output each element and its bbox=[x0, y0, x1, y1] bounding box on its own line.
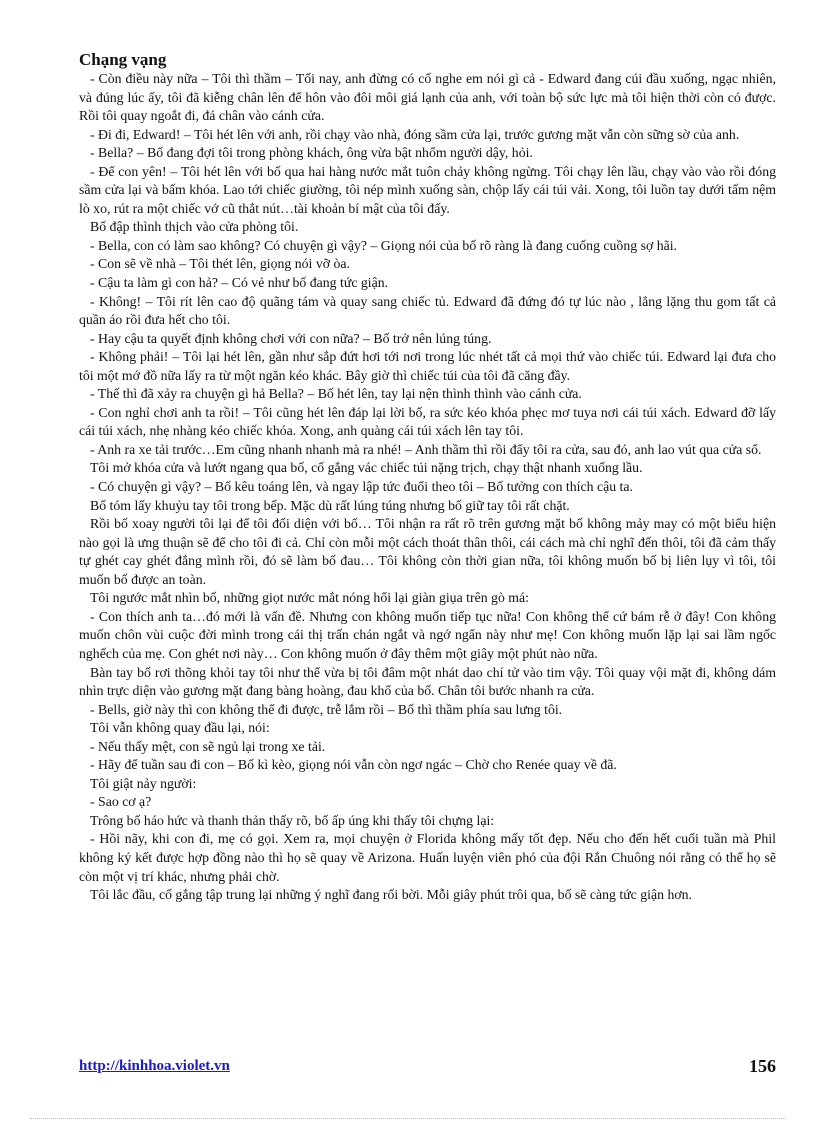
paragraph: - Để con yên! – Tôi hét lên với bố qua hai hàng nước mắt tuôn chảy không ngừng. Tôi chạy lên lầu, chạy vào vào rồi đóng sầm cửa lại và bấm khóa. Lao tới chiếc giường, tôi nép mình xuống sàn, chộp lấy cái túi vải. Xong, tôi luồn tay dưới tấm nệm lò xo, rút ra một chiếc vớ cũ thắt nút…tài khoản bí mật của tôi đấy. bbox=[79, 163, 776, 216]
paragraph: - Bella, con có làm sao không? Có chuyện gì vậy? – Giọng nói của bố rõ ràng là đang cuống cuồng sợ hãi. bbox=[90, 237, 678, 253]
paragraph: Tôi lắc đầu, cố gắng tập trung lại những ý nghĩ đang rối bời. Mỗi giây phút trôi qua, bố sẽ càng tức giận hơn. bbox=[90, 887, 692, 903]
paragraph: Bố đập thình thịch vào cửa phòng tôi. bbox=[90, 219, 299, 235]
paragraph: Trông bố háo hức và thanh thản thấy rõ, bố ấp úng khi thấy tôi chựng lại: bbox=[90, 812, 495, 828]
page-number: 156 bbox=[749, 1056, 776, 1076]
paragraph: Tôi ngước mắt nhìn bố, những giọt nước mắt nóng hổi lại giàn giụa trên gò má: bbox=[90, 590, 529, 606]
paragraph: - Bells, giờ này thì con không thể đi được, trễ lắm rồi – Bố thì thầm phía sau lưng tôi. bbox=[90, 701, 563, 717]
paragraph: - Anh ra xe tải trước…Em cũng nhanh nhanh mà ra nhé! – Anh thầm thì rồi đẩy tôi ra cửa, sau đó, anh lao vút qua cửa sổ. bbox=[90, 441, 762, 457]
paragraph: - Cậu ta làm gì con hả? – Có vẻ như bố đang tức giận. bbox=[90, 275, 389, 291]
paragraph: - Hồi nãy, khi con đi, mẹ có gọi. Xem ra, mọi chuyện ở Florida không mấy tốt đẹp. Nếu cho đến hết cuối tuần mà Phil không ký kết được hợp đồng nào thì họ sẽ quay về Arizona. Huấn luyện viên phó của đội Rắn Chuông nói rằng có thể họ sẽ còn một vị trí khác, nhưng phải chờ. bbox=[79, 831, 776, 884]
document-body bbox=[79, 70, 776, 905]
paragraph: - Con thích anh ta…đó mới là vấn đề. Nhưng con không muốn tiếp tục nữa! Con không thể cứ bám rễ ở đây! Con không muốn chôn vùi cuộc đời mình trong cái thị trấn chán ngắt và ngớ ngẩn này như mẹ! Con không muốn lặp lại sai lầm ngốc nghếch của mẹ. Con ghét nơi này… Con không muốn ở đây thêm một giây một phút nào nữa. bbox=[79, 608, 776, 661]
paragraph: Tôi mở khóa cửa và lướt ngang qua bố, cố gắng vác chiếc túi nặng trịch, chạy thật nhanh xuống lầu. bbox=[90, 460, 643, 476]
paragraph: - Nếu thấy mệt, con sẽ ngủ lại trong xe tải. bbox=[90, 738, 326, 754]
paragraph: - Còn điều này nữa – Tôi thì thầm – Tối nay, anh đừng có cố nghe em nói gì cả - Edward đang cúi đầu xuống, ngạc nhiên, và đúng lúc ấy, tôi đã kiễng chân lên để hôn vào đôi môi giá lạnh của anh, với toàn bộ sức lực mà tôi hiện thời còn có được. Rồi tôi quay ngoắt đi, đá chân vào cánh cửa. bbox=[79, 71, 776, 124]
paragraph: Bố tóm lấy khuỷu tay tôi trong bếp. Mặc dù rất lúng túng nhưng bố giữ tay tôi rất chặt. bbox=[90, 497, 570, 513]
chapter-title: Chạng vạng bbox=[79, 50, 167, 69]
paragraph: - Con nghỉ chơi anh ta rồi! – Tôi cũng hét lên đáp lại lời bố, ra sức kéo khóa phẹc mơ tuya nơi cái túi xách. Edward đỡ lấy cái túi xách, nhẹ nhàng kéo chiếc khóa. Xong, anh quàng cái túi xách lên tay tôi. bbox=[79, 404, 776, 439]
paragraph: - Bella? – Bố đang đợi tôi trong phòng khách, ông vừa bật nhổm người dậy, hỏi. bbox=[90, 145, 533, 161]
paragraph: - Không! – Tôi rít lên cao độ quãng tám và quay sang chiếc tủ. Edward đã đứng đó tự lúc nào , lẳng lặng thu gom tất cả quần áo rồi đưa hết cho tôi. bbox=[79, 293, 776, 328]
paragraph: - Không phải! – Tôi lại hét lên, gần như sắp đứt hơi tới nơi trong lúc nhét tất cả mọi thứ vào chiếc túi. Edward lại đưa cho tôi một mớ đồ nữa lấy ra từ một ngăn kéo khác. Bây giờ thì chiếc túi của tôi đã căng đầy. bbox=[79, 349, 776, 383]
paragraph: - Hay cậu ta quyết định không chơi với con nữa? – Bố trở nên lúng túng. bbox=[90, 330, 492, 346]
bottom-divider bbox=[30, 1118, 786, 1119]
paragraph: - Sao cơ ạ? bbox=[90, 794, 152, 810]
paragraph: - Có chuyện gì vậy? – Bố kêu toáng lên, và ngay lập tức đuổi theo tôi – Bố tưởng con thích cậu ta. bbox=[90, 479, 633, 495]
paragraph: - Đi đi, Edward! – Tôi hét lên với anh, rồi chạy vào nhà, đóng sầm cửa lại, trước gương mặt vẫn còn sững sờ của anh. bbox=[90, 126, 740, 142]
paragraph: - Hãy để tuần sau đi con – Bố kì kèo, giọng nói vẫn còn ngơ ngác – Chờ cho Renée quay về đã. bbox=[90, 757, 617, 773]
paragraph: Rồi bố xoay người tôi lại để tôi đối diện với bố… Tôi nhận ra rất rõ trên gương mặt bố không mảy may có một biểu hiện nào gọi là ưng thuận sẽ để cho tôi đi cả. Chỉ còn mỗi một cách thoát thân thôi, cái cách mà chỉ nghĩ đến thôi, tôi đã cảm thấy tự ghét cay ghét đắng mình rồi, đó sẽ làm bố đau… Tôi không còn thời gian nữa, tôi không muốn bố bị liên lụy vì tôi, tôi muốn bố được an toàn. bbox=[79, 516, 776, 587]
paragraph: Tôi giật nảy người: bbox=[90, 775, 197, 791]
paragraph: - Con sẽ về nhà – Tôi thét lên, giọng nói vỡ òa. bbox=[90, 256, 350, 272]
paragraph: Bàn tay bố rơi thõng khỏi tay tôi như thể vừa bị tôi đâm một nhát dao chí tử vào tim vậy. Tôi quay vội mặt đi, không dám nhìn trực diện vào gương mặt đang bàng hoàng, đau khổ của bố. Chân tôi bước nhanh ra cửa. bbox=[79, 664, 776, 699]
paragraph: Tôi vẫn không quay đầu lại, nói: bbox=[90, 720, 270, 736]
footer-link[interactable]: http://kinhhoa.violet.vn bbox=[79, 1058, 230, 1074]
paragraph: - Thế thì đã xảy ra chuyện gì hả Bella? – Bố hét lên, tay lại nện thình thình vào cánh cửa. bbox=[90, 386, 582, 402]
